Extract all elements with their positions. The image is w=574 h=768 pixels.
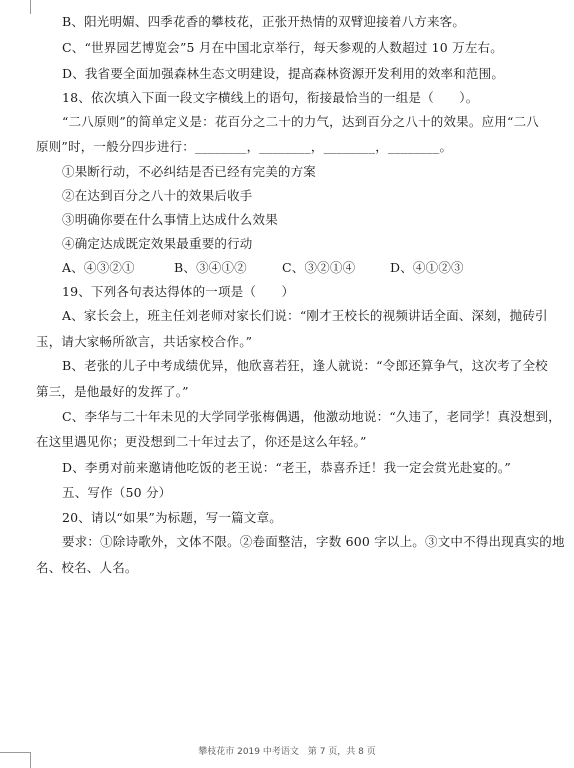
- q17-option-c: C、“世界园艺博览会”5 月在中国北京举行，每天参观的人数超过 10 万左右。: [62, 40, 503, 55]
- q18-option-b: B、③④①②: [174, 260, 247, 275]
- q18-option-a: A、④③②①: [62, 260, 135, 275]
- q18-item-4: ④确定达成既定效果最重要的行动: [62, 236, 253, 251]
- q19-option-d: D、李勇对前来邀请他吃饭的老王说：“老王，恭喜乔迁！我一定会赏光赴宴的。”: [62, 460, 511, 475]
- q19-option-a-line1: A、家长会上，班主任刘老师对家长们说：“刚才王校长的视频讲话全面、深刻，抛砖引: [62, 308, 548, 323]
- q18-passage-line2: 原则”时，一般分四步进行：________，________，________，________。: [36, 139, 453, 154]
- q17-option-b: B、阳光明媚、四季花香的攀枝花，正张开热情的双臂迎接着八方来客。: [62, 14, 466, 29]
- section-writing-heading: 五、写作（50 分）: [62, 485, 172, 500]
- q18-option-d: D、④①②③: [390, 260, 464, 275]
- q18-item-3: ③明确你要在什么事情上达成什么效果: [62, 212, 278, 227]
- q18-stem: 18、依次填入下面一段文字横线上的语句，衔接最恰当的一组是（ ）。: [62, 90, 479, 105]
- q19-option-a-line2: 玉，请大家畅所欲言，共话家校合作。”: [36, 334, 253, 349]
- q19-stem: 19、下列各句表达得体的一项是（ ）: [62, 284, 295, 299]
- q19-option-b-line1: B、老张的儿子中考成绩优异，他欣喜若狂，逢人就说：“令郎还算争气，这次考了全校: [62, 358, 548, 373]
- q17-option-d: D、我省要全面加强森林生态文明建设，提高森林资源开发利用的效率和范围。: [62, 66, 505, 81]
- q18-item-1: ①果断行动，不必纠结是否已经有完美的方案: [62, 164, 317, 179]
- q19-option-c-line2: 在这里遇见你；更没想到二十年过去了，你还是这么年轻。”: [36, 434, 367, 449]
- q18-option-c: C、③②①④: [282, 260, 356, 275]
- q18-passage-line1: “二八原则”的简单定义是：花百分之二十的力气，达到百分之八十的效果。应用“二八: [62, 114, 539, 129]
- q20-stem: 20、请以“如果”为标题，写一篇文章。: [62, 510, 282, 525]
- crop-mark-top: [30, 0, 31, 14]
- q19-option-b-line2: 第三，是他最好的发挥了。”: [36, 384, 189, 399]
- q19-option-c-line1: C、李华与二十年未见的大学同学张梅偶遇，他激动地说：“久违了，老同学！真没想到，: [62, 409, 561, 424]
- q20-requirements-line2: 名、校名、人名。: [36, 560, 138, 575]
- page-footer: 攀枝花市 2019 中考语文 第 7 页，共 8 页: [198, 747, 376, 757]
- q18-item-2: ②在达到百分之八十的效果后收手: [62, 188, 253, 203]
- q18-options: [62, 260, 464, 276]
- q20-requirements-line1: 要求：①除诗歌外，文体不限。②卷面整洁，字数 600 字以上。③文中不得出现真实的地: [62, 534, 565, 549]
